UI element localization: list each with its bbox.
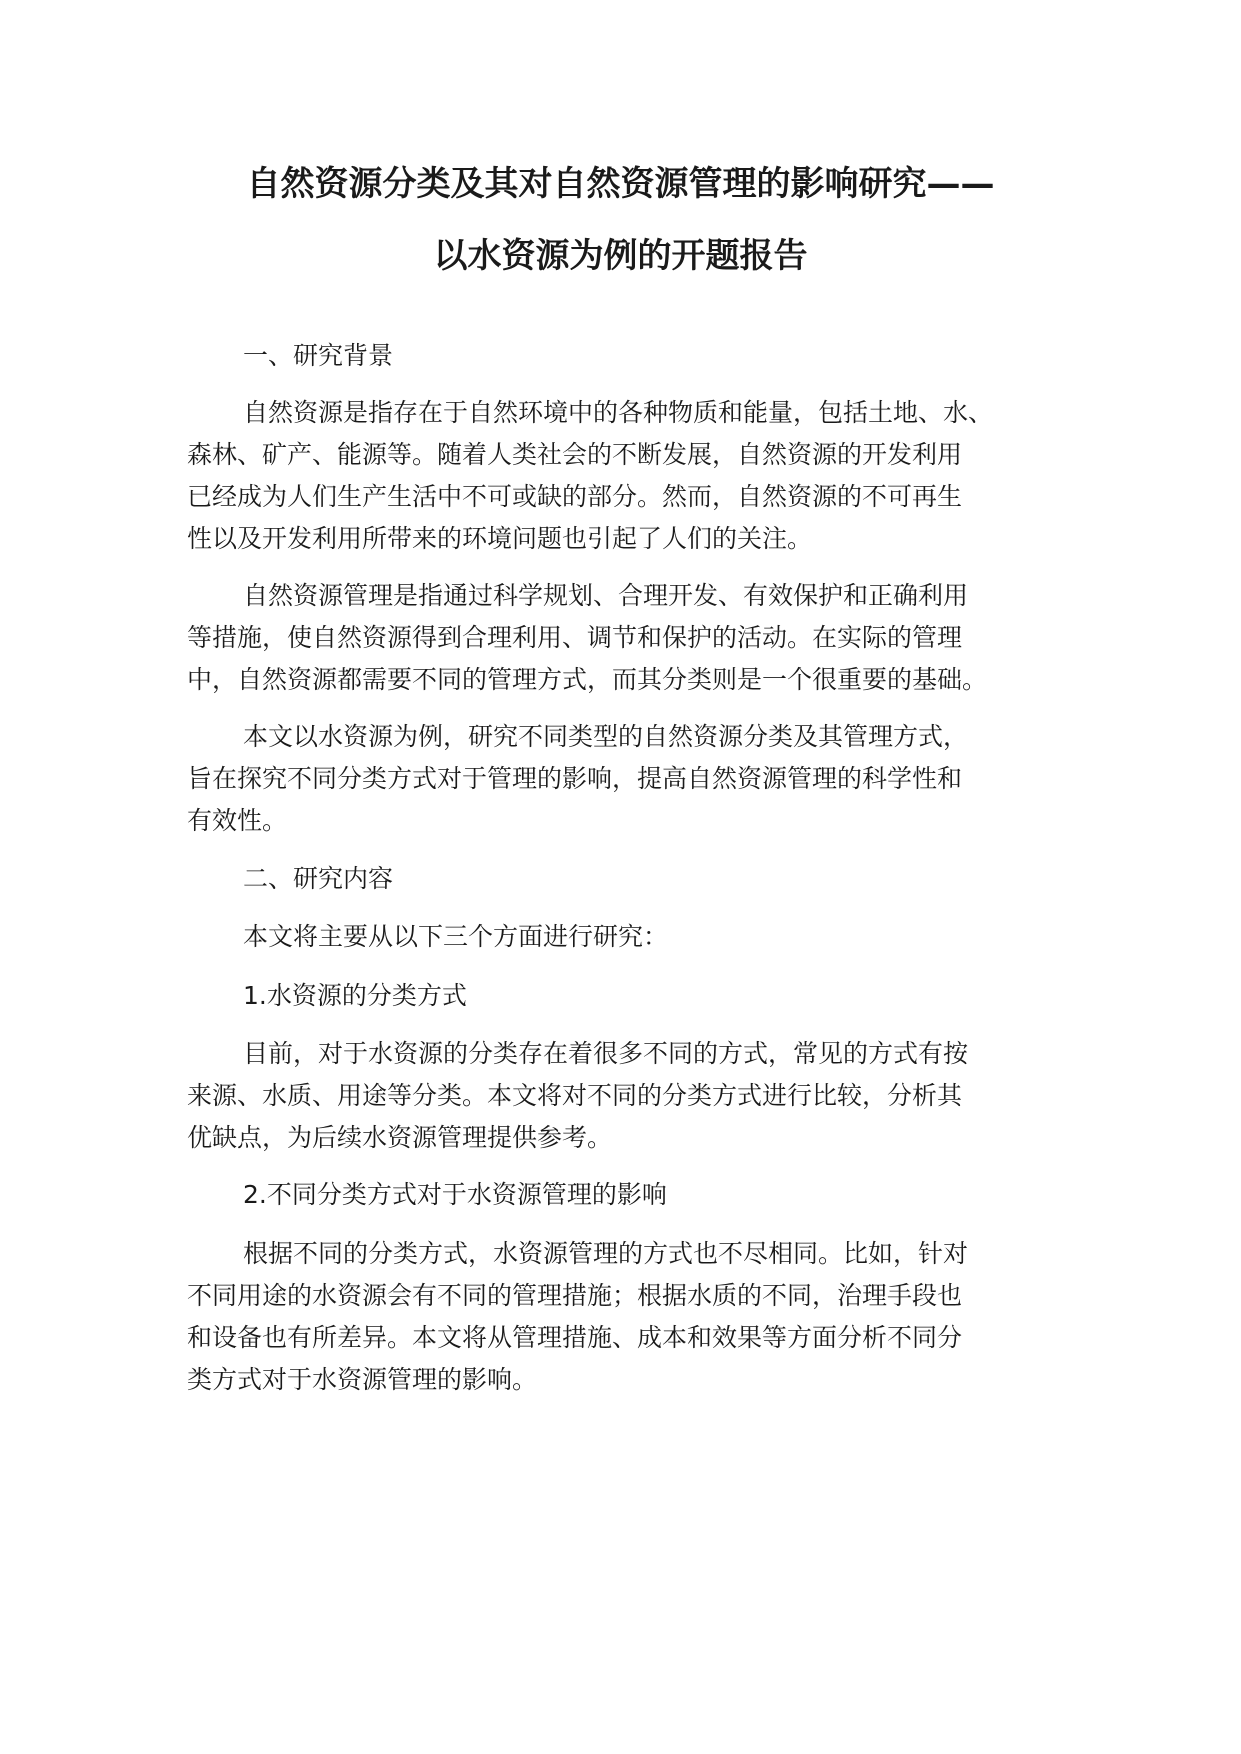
paragraph-line: 中，自然资源都需要不同的管理方式，而其分类则是一个很重要的基础。 — [187, 665, 988, 694]
document-title-line-2: 以水资源为例的开题报告 — [433, 236, 808, 276]
paragraph-line: 和设备也有所差异。本文将从管理措施、成本和效果等方面分析不同分 — [187, 1323, 963, 1352]
paragraph-line: 自然资源是指存在于自然环境中的各种物质和能量，包括土地、水、 — [243, 398, 994, 427]
paragraph-line: 根据不同的分类方式，水资源管理的方式也不尽相同。比如，针对 — [243, 1239, 969, 1268]
paragraph-line: 类方式对于水资源管理的影响。 — [187, 1365, 538, 1394]
paragraph-line: 有效性。 — [187, 806, 288, 835]
paragraph-line: 来源、水质、用途等分类。本文将对不同的分类方式进行比较，分析其 — [187, 1081, 963, 1110]
paragraph-line: 优缺点，为后续水资源管理提供参考。 — [187, 1123, 613, 1152]
section-heading-background: 一、研究背景 — [243, 341, 394, 370]
paragraph-line: 目前，对于水资源的分类存在着很多不同的方式，常见的方式有按 — [243, 1039, 969, 1068]
paragraph-line: 等措施，使自然资源得到合理利用、调节和保护的活动。在实际的管理 — [187, 623, 963, 652]
paragraph-line: 自然资源管理是指通过科学规划、合理开发、有效保护和正确利用 — [243, 581, 969, 610]
paragraph-line: 本文将主要从以下三个方面进行研究： — [243, 922, 669, 951]
document-title-line-1: 自然资源分类及其对自然资源管理的影响研究—— — [246, 164, 995, 204]
subsection-heading-1: 1.水资源的分类方式 — [243, 981, 467, 1010]
paragraph-line: 旨在探究不同分类方式对于管理的影响，提高自然资源管理的科学性和 — [187, 764, 963, 793]
subsection-heading-2: 2.不同分类方式对于水资源管理的影响 — [243, 1180, 667, 1209]
paragraph-line: 性以及开发利用所带来的环境问题也引起了人们的关注。 — [187, 524, 813, 553]
paragraph-line: 不同用途的水资源会有不同的管理措施；根据水质的不同，治理手段也 — [187, 1281, 963, 1310]
paragraph-line: 森林、矿产、能源等。随着人类社会的不断发展，自然资源的开发利用 — [187, 440, 963, 469]
section-heading-content: 二、研究内容 — [243, 864, 394, 893]
paragraph-line: 本文以水资源为例，研究不同类型的自然资源分类及其管理方式， — [243, 722, 969, 751]
paragraph-line: 已经成为人们生产生活中不可或缺的部分。然而，自然资源的不可再生 — [187, 482, 963, 511]
